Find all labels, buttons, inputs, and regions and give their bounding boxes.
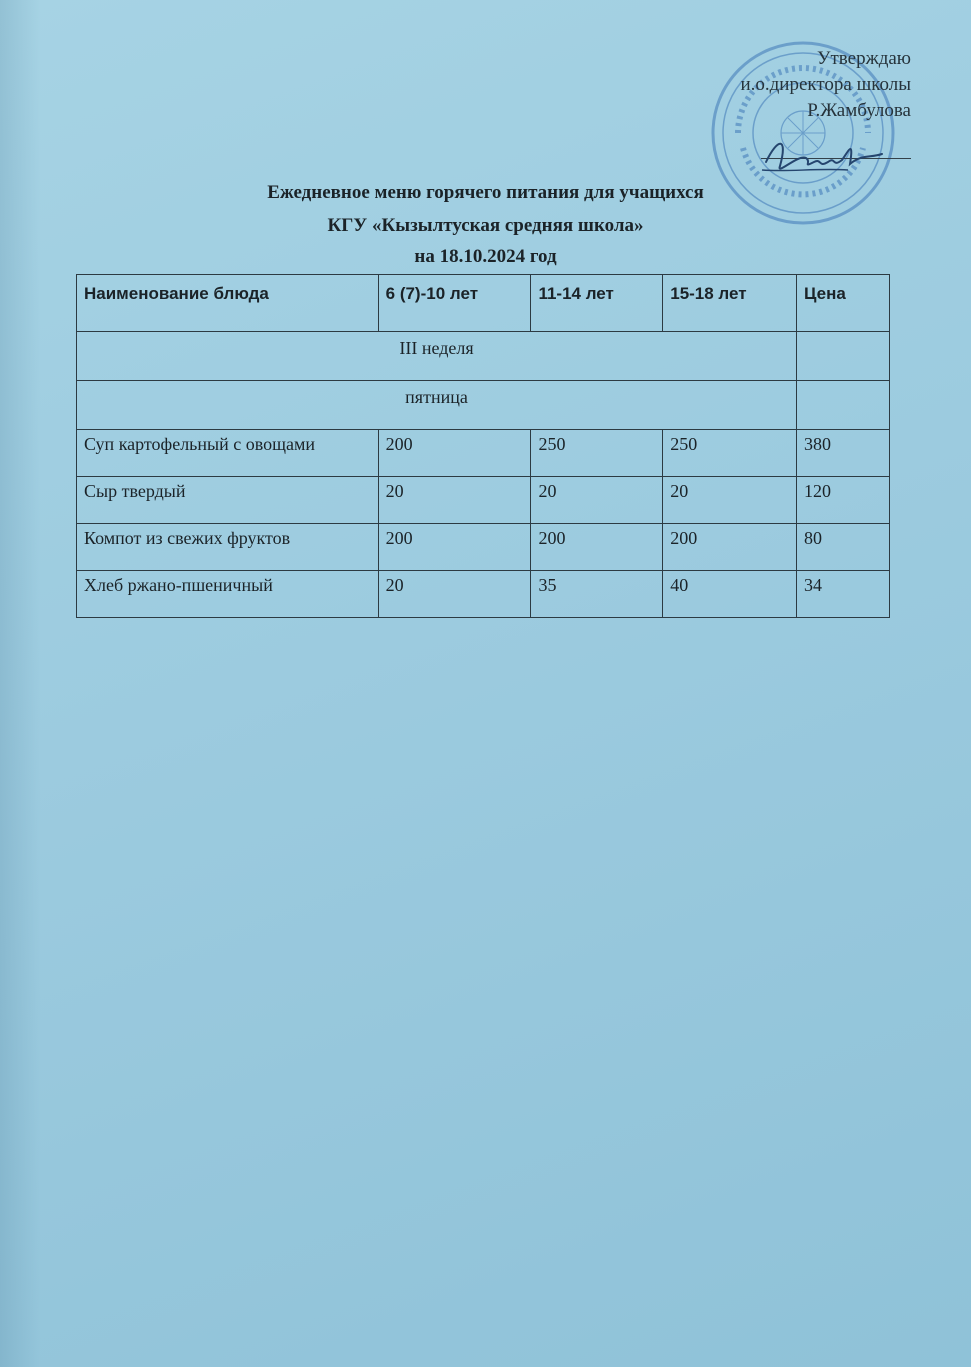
menu-table <box>76 274 890 618</box>
day-row-empty-cell <box>797 381 890 430</box>
portion-11-14-cell: 20 <box>531 477 663 524</box>
menu-title-line3: на 18.10.2024 год <box>414 246 557 267</box>
dish-name-cell: Сыр твердый <box>77 477 379 524</box>
dish-name-cell: Суп картофельный с овощами <box>77 430 379 477</box>
header-age-15-18: 15-18 лет <box>663 275 797 332</box>
portion-15-18-cell: 40 <box>663 571 797 618</box>
table-header-row <box>77 275 890 332</box>
price-cell: 120 <box>797 477 890 524</box>
table-row <box>77 430 890 477</box>
header-price: Цена <box>797 275 890 332</box>
header-age-11-14: 11-14 лет <box>531 275 663 332</box>
portion-6-10-cell: 200 <box>378 430 531 477</box>
table-row <box>77 477 890 524</box>
portion-11-14-cell: 250 <box>531 430 663 477</box>
portion-15-18-cell: 250 <box>663 430 797 477</box>
menu-title-line1: Ежедневное меню горячего питания для учащихся <box>267 182 704 203</box>
header-dish-name: Наименование блюда <box>77 275 379 332</box>
portion-11-14-cell: 200 <box>531 524 663 571</box>
week-label: III неделя <box>77 332 797 381</box>
week-row <box>77 332 890 381</box>
table-row <box>77 571 890 618</box>
paper-shadow <box>0 0 40 1367</box>
handwritten-signature <box>758 132 888 180</box>
table-row <box>77 524 890 571</box>
day-row <box>77 381 890 430</box>
approval-position: и.о.директора школы <box>740 74 911 95</box>
price-cell: 80 <box>797 524 890 571</box>
day-label: пятница <box>77 381 797 430</box>
portion-6-10-cell: 20 <box>378 477 531 524</box>
dish-name-cell: Хлеб ржано-пшеничный <box>77 571 379 618</box>
dish-name-cell: Компот из свежих фруктов <box>77 524 379 571</box>
portion-11-14-cell: 35 <box>531 571 663 618</box>
menu-title-line2: КГУ «Кызылтуская средняя школа» <box>327 215 644 236</box>
header-age-6-10: 6 (7)-10 лет <box>378 275 531 332</box>
portion-6-10-cell: 20 <box>378 571 531 618</box>
approval-name: Р.Жамбулова <box>807 100 911 121</box>
portion-15-18-cell: 200 <box>663 524 797 571</box>
price-cell: 380 <box>797 430 890 477</box>
week-row-empty-cell <box>797 332 890 381</box>
portion-6-10-cell: 200 <box>378 524 531 571</box>
approval-label: Утверждаю <box>817 48 911 69</box>
price-cell: 34 <box>797 571 890 618</box>
portion-15-18-cell: 20 <box>663 477 797 524</box>
